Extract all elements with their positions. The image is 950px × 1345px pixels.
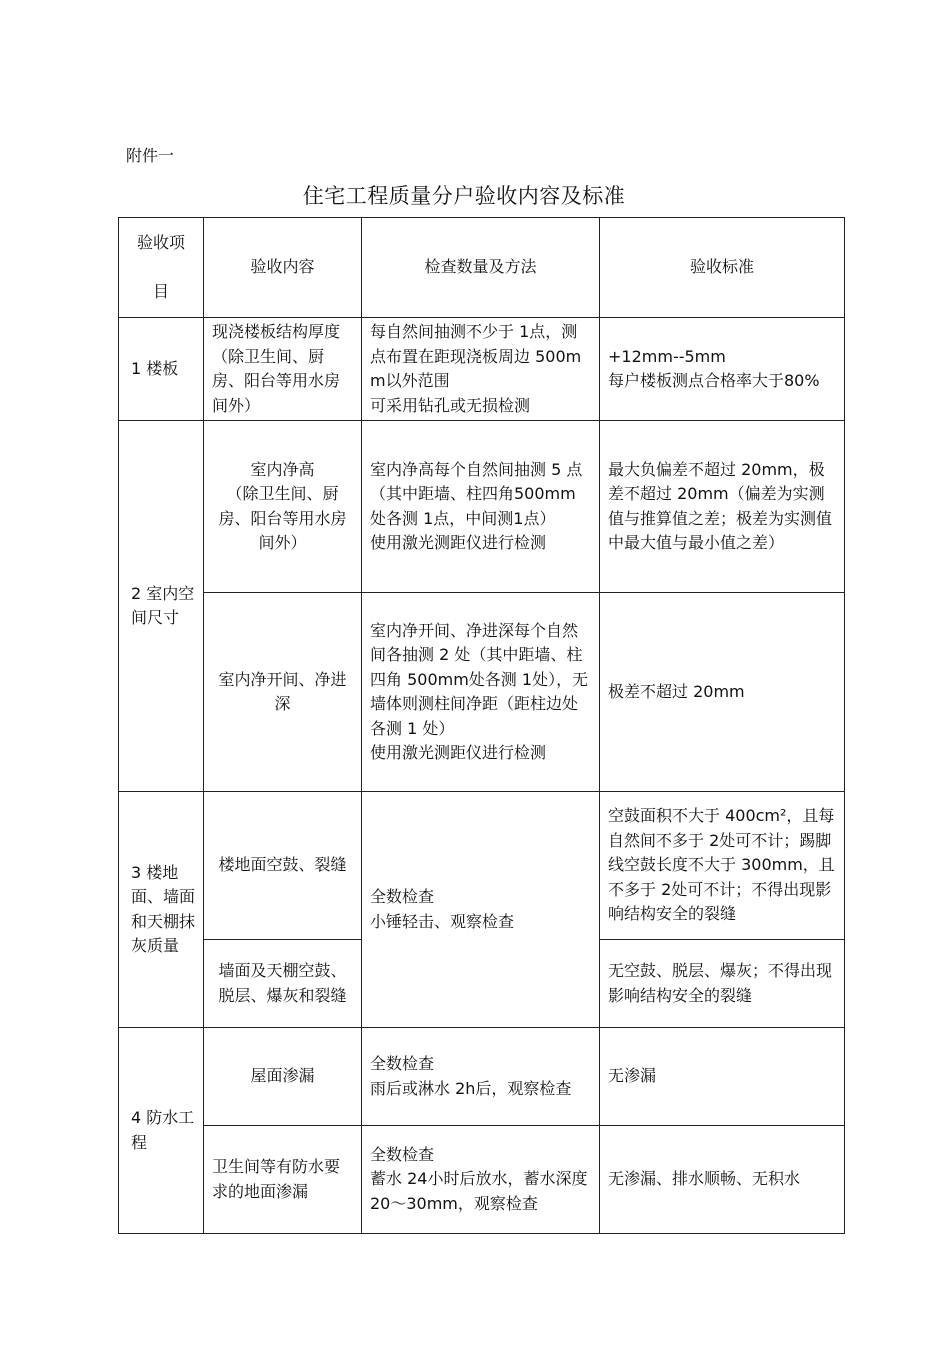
row-method: 室内净开间、净进深每个自然间各抽测 2 处（其中距墙、柱四角 500mm处各测 1处），无墙体则测柱间净距（距柱边处各测 1 处） 使用激光测距仪进行检测 bbox=[362, 593, 600, 792]
table-header-row bbox=[119, 218, 845, 318]
row-standard: 无渗漏、排水顺畅、无积水 bbox=[600, 1126, 845, 1234]
acceptance-table bbox=[118, 217, 845, 1234]
row-item: 1 楼板 bbox=[119, 318, 204, 421]
row-standard: +12mm--5mm 每户楼板测点合格率大于80% bbox=[600, 318, 845, 421]
table-row bbox=[119, 593, 845, 792]
row-content: 室内净高 （除卫生间、厨房、阳台等用水房间外） bbox=[204, 421, 362, 593]
row-method: 全数检查 雨后或淋水 2h后，观察检查 bbox=[362, 1028, 600, 1126]
row-content: 卫生间等有防水要求的地面渗漏 bbox=[204, 1126, 362, 1234]
table-row bbox=[119, 1028, 845, 1126]
table-row bbox=[119, 1126, 845, 1234]
row-content: 现浇楼板结构厚度（除卫生间、厨房、阳台等用水房间外） bbox=[204, 318, 362, 421]
table-row bbox=[119, 318, 845, 421]
row-content: 屋面渗漏 bbox=[204, 1028, 362, 1126]
row-content: 楼地面空鼓、裂缝 bbox=[204, 792, 362, 940]
row-method: 全数检查 蓄水 24小时后放水，蓄水深度 20～30mm，观察检查 bbox=[362, 1126, 600, 1234]
attachment-label: 附件一 bbox=[126, 146, 175, 165]
row-standard: 极差不超过 20mm bbox=[600, 593, 845, 792]
header-standard: 验收标准 bbox=[600, 218, 845, 318]
table-row bbox=[119, 421, 845, 593]
row-standard: 无渗漏 bbox=[600, 1028, 845, 1126]
row-item: 2 室内空间尺寸 bbox=[119, 421, 204, 792]
row-method: 室内净高每个自然间抽测 5 点（其中距墙、柱四角500mm处各测 1点，中间测1点） 使用激光测距仪进行检测 bbox=[362, 421, 600, 593]
header-content: 验收内容 bbox=[204, 218, 362, 318]
row-content: 墙面及天棚空鼓、脱层、爆灰和裂缝 bbox=[204, 940, 362, 1028]
header-method: 检查数量及方法 bbox=[362, 218, 600, 318]
header-item: 验收项 目 bbox=[119, 218, 204, 318]
row-method: 全数检查 小锤轻击、观察检查 bbox=[362, 792, 600, 1028]
row-method: 每自然间抽测不少于 1点，测点布置在距现浇板周边 500mm以外范围 可采用钻孔或无损检测 bbox=[362, 318, 600, 421]
row-standard: 无空鼓、脱层、爆灰；不得出现影响结构安全的裂缝 bbox=[600, 940, 845, 1028]
row-item: 4 防水工程 bbox=[119, 1028, 204, 1234]
page-title: 住宅工程质量分户验收内容及标准 bbox=[302, 184, 626, 208]
table-row bbox=[119, 792, 845, 940]
row-content: 室内净开间、净进深 bbox=[204, 593, 362, 792]
row-item: 3 楼地面、墙面和天棚抹灰质量 bbox=[119, 792, 204, 1028]
row-standard: 最大负偏差不超过 20mm，极差不超过 20mm（偏差为实测值与推算值之差；极差为实测值中最大值与最小值之差） bbox=[600, 421, 845, 593]
row-standard: 空鼓面积不大于 400cm²，且每自然间不多于 2处可不计；踢脚线空鼓长度不大于 300mm，且不多于 2处可不计；不得出现影响结构安全的裂缝 bbox=[600, 792, 845, 940]
